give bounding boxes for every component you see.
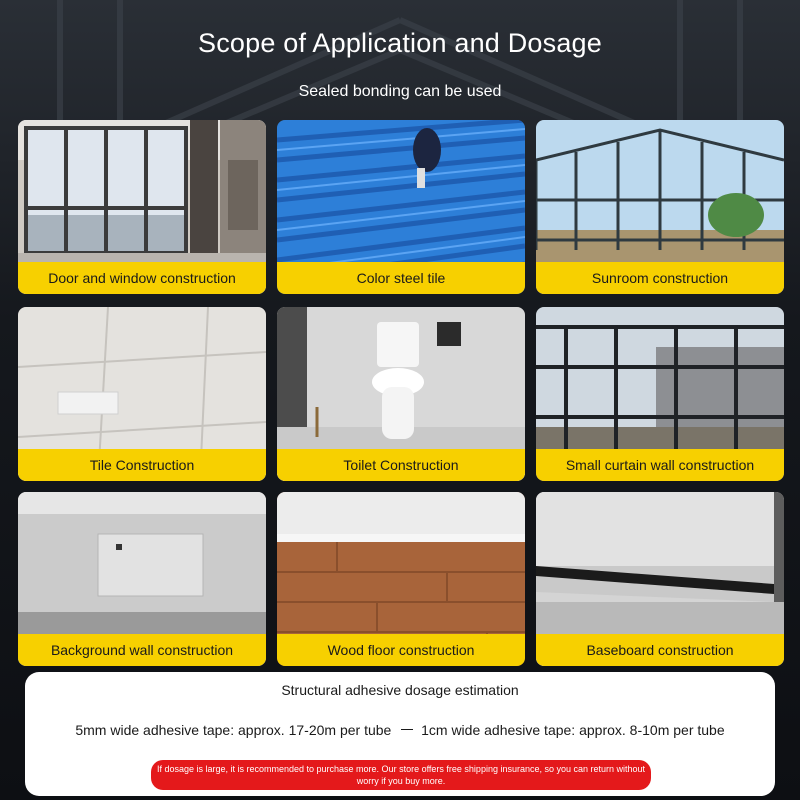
card-label: Wood floor construction bbox=[277, 634, 525, 666]
dosage-item-5mm: 5mm wide adhesive tape: approx. 17-20m per tube bbox=[75, 722, 392, 738]
page-title: Scope of Application and Dosage bbox=[198, 28, 602, 58]
card-label: Color steel tile bbox=[277, 262, 525, 294]
card-label: Door and window construction bbox=[18, 262, 266, 294]
dosage-title: Structural adhesive dosage estimation bbox=[281, 682, 519, 698]
card-toilet bbox=[277, 307, 525, 481]
card-label: Baseboard construction bbox=[536, 634, 784, 666]
dosage-note: If dosage is large, it is recommended to purchase more. Our store offers free shipping insurance, so you can return without worry if you buy more. bbox=[151, 760, 651, 790]
dosage-separator bbox=[401, 729, 413, 730]
card-sunroom bbox=[536, 120, 784, 294]
application-grid bbox=[18, 120, 784, 668]
card-label: Background wall construction bbox=[18, 634, 266, 666]
card-curtain-wall bbox=[536, 307, 784, 481]
dosage-line bbox=[25, 722, 775, 738]
card-door-window bbox=[18, 120, 266, 294]
card-label: Tile Construction bbox=[18, 449, 266, 481]
dosage-panel bbox=[25, 672, 775, 796]
card-baseboard bbox=[536, 492, 784, 666]
card-wood-floor bbox=[277, 492, 525, 666]
dosage-item-1cm: 1cm wide adhesive tape: approx. 8-10m per tube bbox=[421, 722, 725, 738]
card-tile bbox=[18, 307, 266, 481]
card-label: Toilet Construction bbox=[277, 449, 525, 481]
card-background-wall bbox=[18, 492, 266, 666]
card-label: Small curtain wall construction bbox=[536, 449, 784, 481]
page-subtitle: Sealed bonding can be used bbox=[298, 83, 502, 100]
card-label: Sunroom construction bbox=[536, 262, 784, 294]
card-color-steel-tile bbox=[277, 120, 525, 294]
